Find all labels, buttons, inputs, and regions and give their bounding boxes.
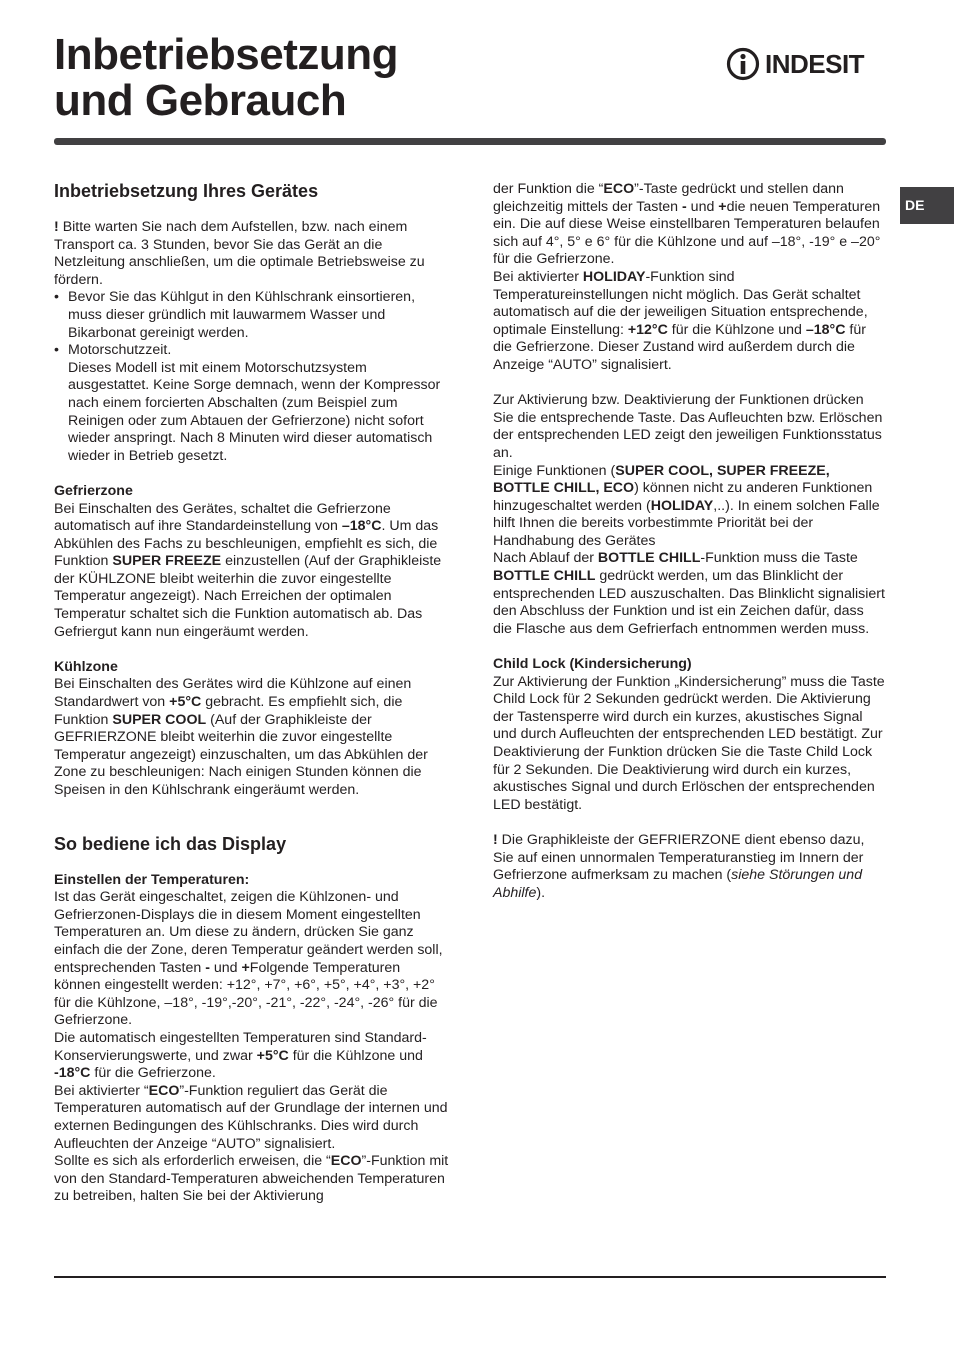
- paragraph-eco-continue: der Funktion die “ECO”-Taste gedrückt und stellen dann gleichzeitig mittels der Tasten - und +die neuen Temperaturen ein. Die auf diese Weise einstellbaren Temperaturen belaufen sich auf 4°, 5° e 6° für die Kühlzone und auf –18°, -19° e –20° für die Gefrierzone.: [493, 181, 881, 268]
- title-line-1: Inbetriebsetzung: [54, 30, 399, 79]
- indesit-i-icon: [726, 47, 760, 81]
- paragraph-freezer: Bei Einschalten des Gerätes, schaltet die Gefrierzone automatisch auf ihre Standardeinstellung von –18°C. Um das Abkühlen des Fachs zu beschleunigen, empfiehlt es sich, die Funktion SUPER FREEZE einzustellen (Auf der Graphikleiste der KÜHLZONE bleibt weiterhin die zuvor eingestellte Temperatur angezeigt). Nach Erreichen der optimalen Temperatur schaltet sich die Funktion automatisch ab. Das Gefriergut kann nun eingeräumt werden.: [54, 500, 442, 640]
- brand-name: INDESIT: [765, 49, 865, 79]
- right-column: [493, 181, 886, 902]
- paragraph-motor: Dieses Modell ist mit einem Motorschutzsystem ausgestattet. Keine Sorge demnach, wenn der Kompressor nach einem forcierten Abschalten (zum Beispiel zum Reinigen oder zum Abtauen der Gefrierzone) nicht sofort wieder anspringt. Nach 8 Minuten wird dieser automatisch wieder in Betrieb gesetzt.: [68, 359, 441, 464]
- paragraph-temperature: Ist das Gerät eingeschaltet, zeigen die Kühlzonen- und Gefrierzonen-Displays die in diesem Moment eingestellten Temperaturen an. Um diese zu ändern, drücken Sie ganz einfach die der Zone, deren Temperatur geändert werden soll, entsprechenden Tasten - und +Folgende Temperaturen können eingestellt werden: +12°, +7°, +6°, +5°, +4°, +3°, +2° für die Kühlzone, –18°, -19°,-20°, -21°, -22°, -24°, -26° für die Gefrierzone.: [54, 889, 443, 1029]
- footer-rule: [54, 1276, 886, 1278]
- heading-freezer: Gefrierzone: [54, 482, 133, 499]
- heading-display: So bediene ich das Display: [54, 833, 287, 854]
- paragraph-graph-bar: ! Die Graphikleiste der GEFRIERZONE dient ebenso dazu, Sie auf einen unnormalen Temperaturanstieg im Innern der Gefrierzone aufmerksam zu machen (siehe Störungen und Abhilfe).: [493, 831, 865, 901]
- bullet-motor: • Motorschutzzeit.: [54, 342, 172, 359]
- heading-child-lock: Child Lock (Kindersicherung): [493, 656, 692, 673]
- header-rule: [54, 138, 886, 145]
- bullet-clean: • Bevor Sie das Kühlgut in den Kühlschrank einsortieren, muss dieser gründlich mit lauwarmem Wasser und Bikarbonat gereinigt werden.: [54, 289, 416, 341]
- language-tab: DE: [900, 187, 954, 224]
- paragraph-standard: Die automatisch eingestellten Temperaturen sind Standard-Konservierungswerte, und zwar +5°C für die Kühlzone und -18°C für die Gefrierzone.: [54, 1029, 427, 1082]
- heading-temperature: Einstellen der Temperaturen:: [54, 871, 250, 888]
- paragraph-eco: Bei aktivierter “ECO”-Funktion reguliert das Gerät die Temperaturen automatisch auf der Grundlage der internen und externen Bedingungen des Kühlschranks. Dies wird durch Aufleuchten der Anzeige “AUTO” signalisiert.: [54, 1082, 448, 1152]
- heading-setup: Inbetriebsetzung Ihres Gerätes: [54, 181, 319, 201]
- paragraph-fridge: Bei Einschalten des Gerätes wird die Kühlzone auf einen Standardwert von +5°C gebracht. Es empfiehlt sich, die Funktion SUPER COOL (Auf der Graphikleiste der GEFRIERZONE bleibt weiterhin die zuvor eingestellte Temperatur angezeigt) einzuschalten, um das Abkühlen der Zone zu beschleunigen: Nach einigen Stunden können die Speisen in den Kühlschrank eingeräumt werden.: [54, 676, 428, 798]
- title-line-2: und Gebrauch: [54, 76, 347, 125]
- warning-mark: !: [54, 219, 59, 235]
- heading-fridge: Kühlzone: [54, 658, 118, 675]
- paragraph-child-lock: Zur Aktivierung der Funktion „Kindersicherung” muss die Taste Child Lock für 2 Sekunden gedrückt werden. Die Aktivierung der Tastensperre wird durch ein kurzes, akustisches Signal und durch Aufleuchten der entsprechenden LED bestätigt. Zur Deaktivierung der Funktion drücken Sie die Taste Child Lock für 2 Sekunden. Die Deaktivierung wird durch ein kurzes, akustisches Signal und durch Erlöschen der entsprechenden LED bestätigt.: [493, 673, 885, 813]
- paragraph-priority: Einige Funktionen (SUPER COOL, SUPER FREEZE, BOTTLE CHILL, ECO) können nicht zu anderen Funktionen hinzugeschaltet werden (HOLIDAY,..). In einem solchen Falle hilft Ihnen die bereits vorbestimmte Priorität bei der Handhabung des Gerätes: [493, 462, 880, 549]
- brand-logo: [726, 44, 864, 84]
- paragraph-wait: ! Bitte warten Sie nach dem Aufstellen, bzw. nach einem Transport ca. 3 Stunden, bevor Sie das Gerät an die Netzleitung anschließen, um die optimale Betriebsweise zu fördern.: [54, 219, 425, 288]
- paragraph-eco-custom: Sollte es sich als erforderlich erweisen, die “ECO”-Funktion mit von den Standard-Temperaturen abweichenden Temperaturen zu betreiben, halten Sie bei der Aktivierung: [54, 1153, 449, 1205]
- page-title: [54, 32, 398, 124]
- warning-mark: !: [493, 831, 498, 848]
- paragraph-holiday: Bei aktivierter HOLIDAY-Funktion sind Temperatureinstellungen nicht möglich. Das Gerät schaltet automatisch auf die der jeweiligen Situation entsprechende, optimale Einstellung: +12°C für die Kühlzone und –18°C für die Gefrierzone. Dieser Zustand wird außerdem durch die Anzeige “AUTO” signalisiert.: [493, 268, 868, 373]
- paragraph-bottle-chill: Nach Ablauf der BOTTLE CHILL-Funktion muss die Taste BOTTLE CHILL gedrückt werden, um das Blinklicht der entsprechenden LED auszuschalten. Das Blinklicht signalisiert den Abschluss der Funktion und ist ein Zeichen dafür, dass die Flasche aus dem Gefrierfach entnommen werden muss.: [493, 550, 885, 637]
- bullet-mark: •: [54, 342, 59, 359]
- paragraph-functions: Zur Aktivierung bzw. Deaktivierung der Funktionen drücken Sie die entsprechende Taste. Das Aufleuchten bzw. Erlöschen der entsprechenden LED zeigt den jeweiligen Funktionsstatus an.: [493, 392, 883, 461]
- left-column: [54, 181, 450, 1206]
- bullet-mark: •: [54, 289, 59, 306]
